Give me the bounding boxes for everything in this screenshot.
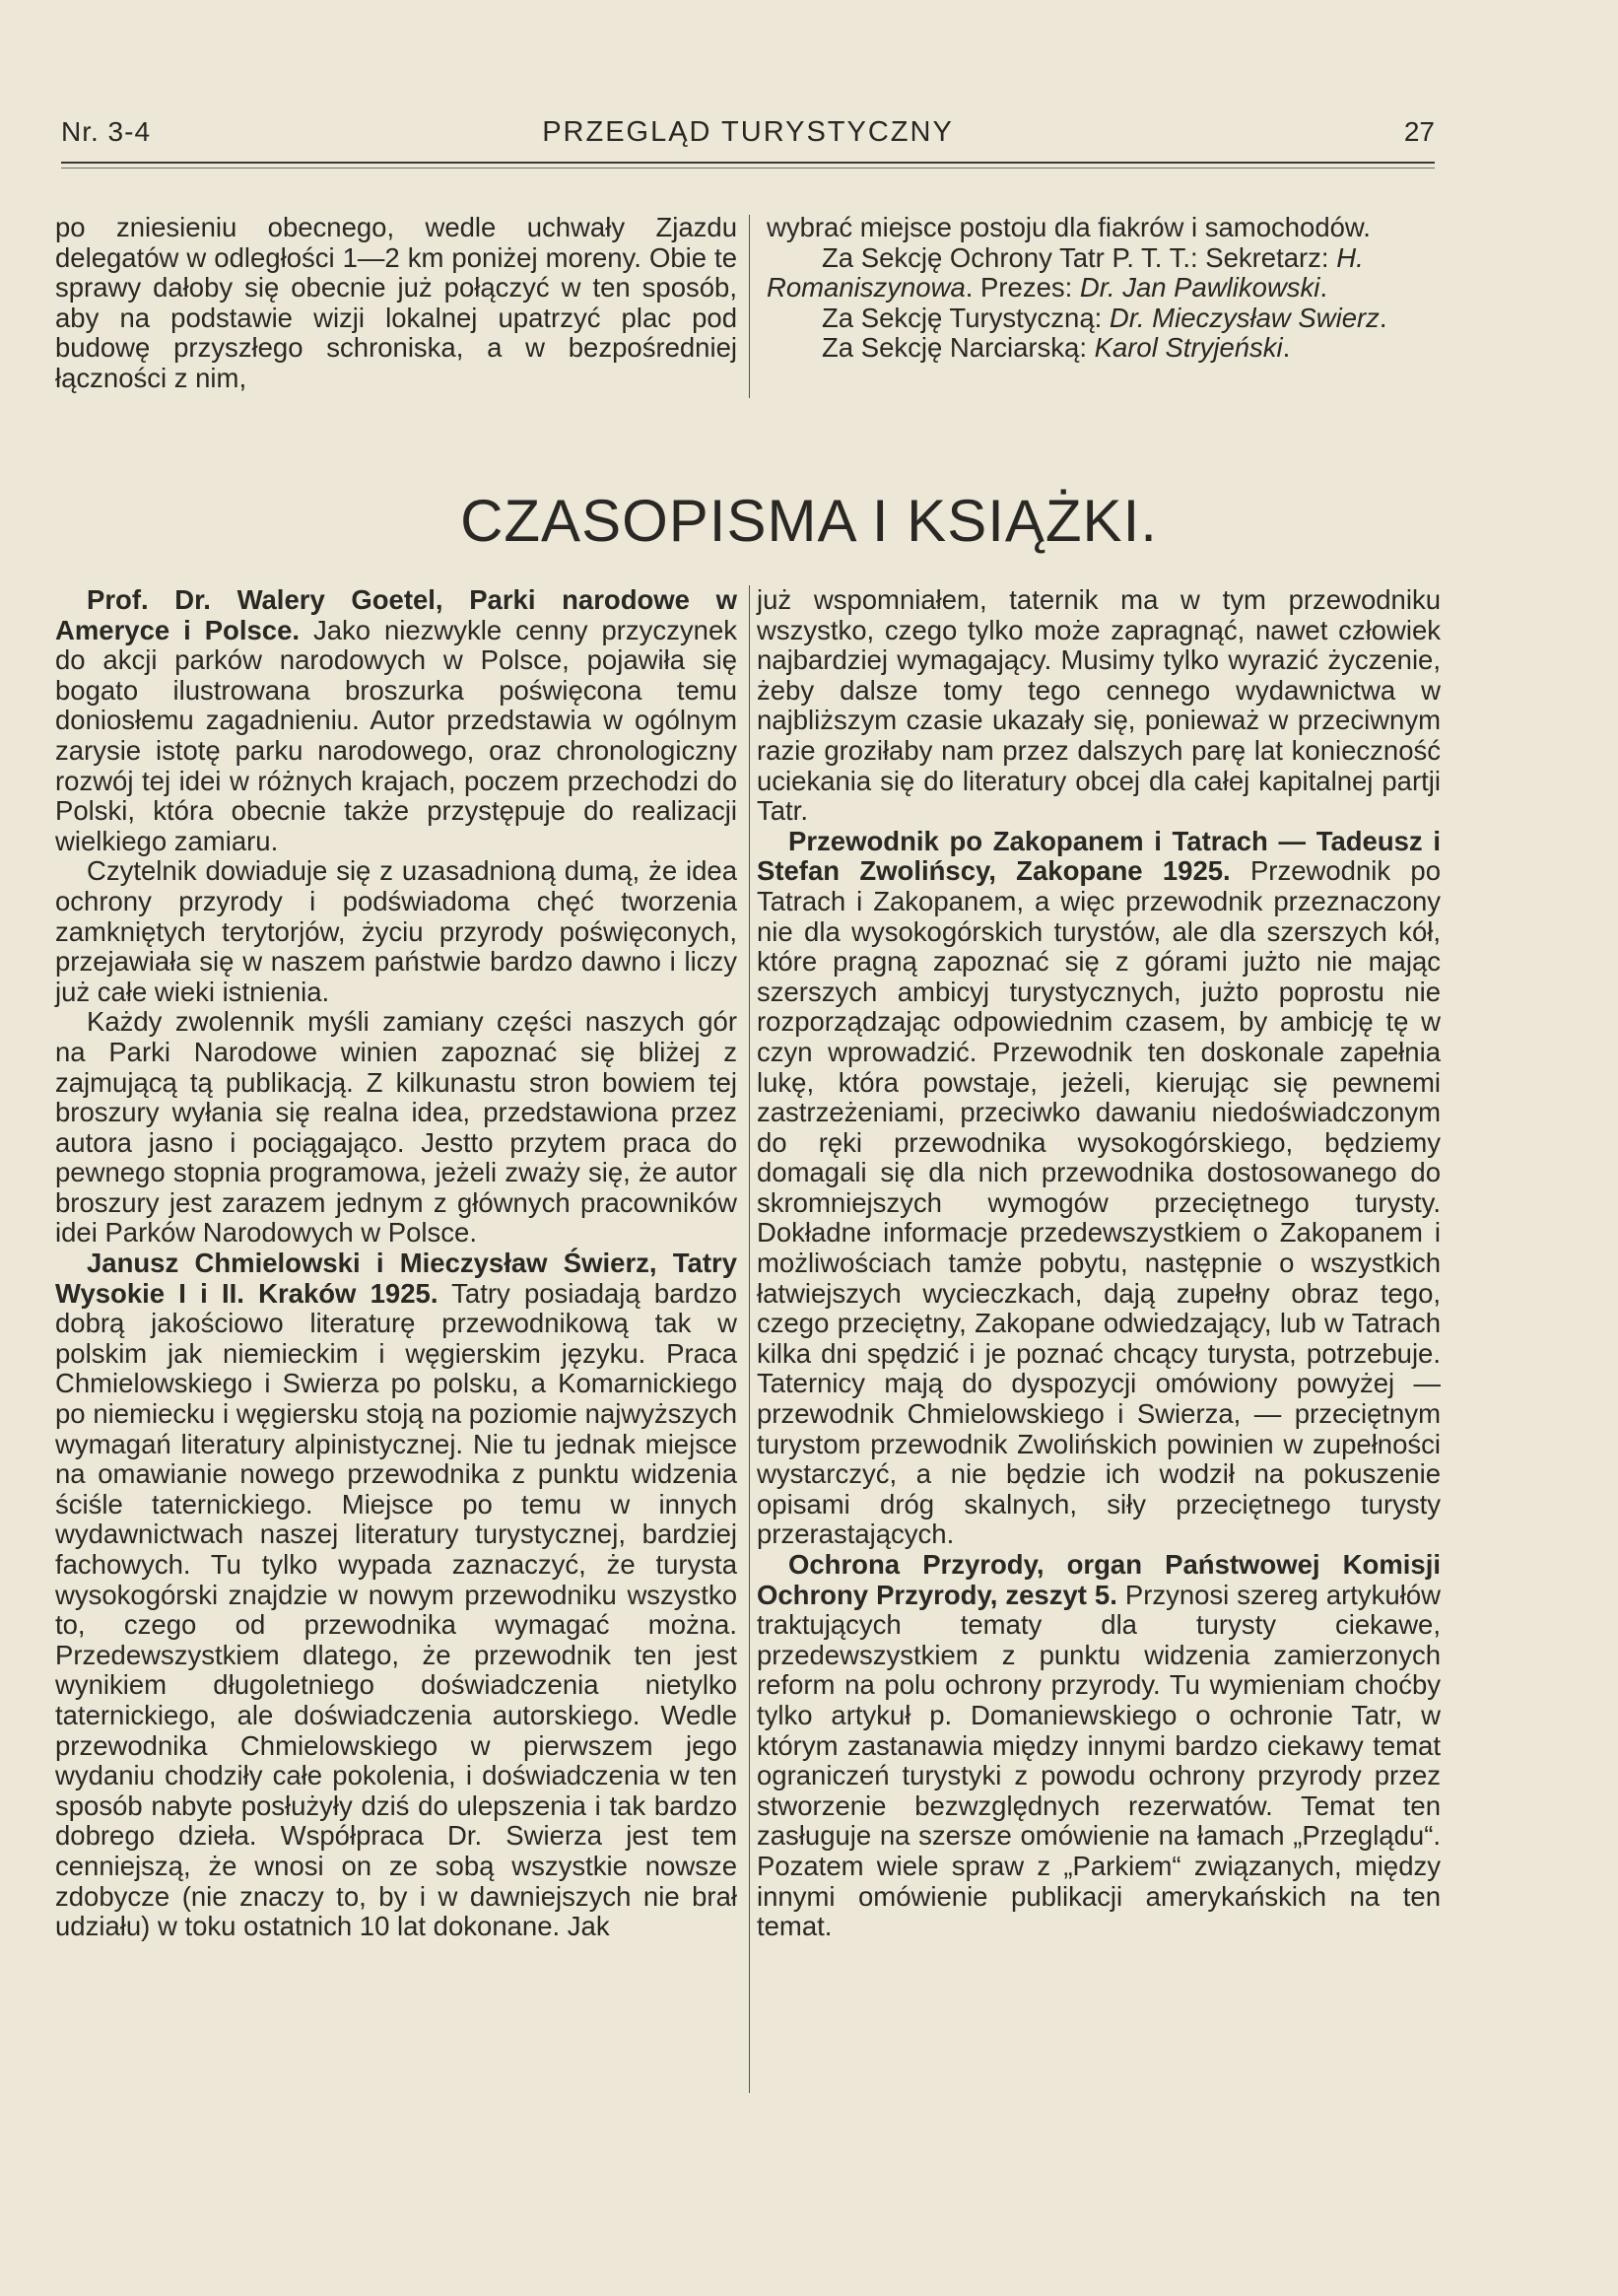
review-paragraph: Ochrona Przyrody, organ Państwowej Komisji Ochrony Przyrody, zeszyt 5. Przynosi szereg artykułów traktujących tematy dla turysty ciekawe, przedewszystkiem z punktu widzenia zamierzonych reform na polu ochrony przyrody. Tu wymieniam choćby tylko artykuł p. Domaniewskiego o ochronie Tatr, w którym zastanawia między innymi bardzo ciekawy temat ograniczeń turystyki z powodu ochrony przyrody przez stworzenie bezwzględnych rezerwatów. Temat ten zasługuje na szersze omówienie na łamach „Przeglądu“. Pozatem wiele spraw z „Parkiem“ związanych, między innymi omówienie publikacji amerykańskich na ten temat. — [757, 1549, 1441, 1942]
review-heading: Przewodnik po Zakopanem i Tatrach — Tadeusz i Stefan Zwolińscy, Zakopane 1925. — [757, 825, 1441, 887]
review-paragraph: Janusz Chmielowski i Mieczysław Świerz, Tatry Wysokie I i II. Kraków 1925. Tatry posiadają bardzo dobrą jakościowo literaturę przewodnikową tak w polskim jak niemieckim i węgierskim języku. Praca Chmielowskiego i Swierza po polsku, a Komarnickiego po niemiecku i węgiersku stoją na poziomie najwyższych wymagań literatury alpinistycznej. Nie tu jednak miejsce na omawianie nowego przewodnika z punktu widzenia ściśle taternickiego. Miejsce po temu w innych wydawnictwach naszej literatury turystycznej, bardziej fachowych. Tu tylko wypada zaznaczyć, że turysta wysokogórski znajdzie w nowym przewodniku wszystko to, czego od przewodnika wymagać można. Przedewszystkiem dlatego, że przewodnik ten jest wynikiem długoletniego doświadczenia nietylko taternickiego, ale doświadczenia autorskiego. Wedle przewodnika Chmielowskiego w pierwszem jego wydaniu chodziły całe pokolenia, i doświadczenia w ten sposób nabyte posłużyły dziś do ulepszenia i tak bardzo dobrego dzieła. Współpraca Dr. Swierza jest tem cenniejszą, że wnosi on ze sobą wszystkie nowsze zdobycze (nie znaczy to, by i w dawniejszych nie brał udziału) w toku ostatnich 10 lat dokonane. Jak — [55, 1248, 737, 1942]
page-number: 27 — [1403, 116, 1435, 147]
column-divider — [749, 585, 750, 2093]
review-paragraph: już wspomniałem, taternik ma w tym przewodniku wszystko, czego tylko może zapragnąć, nawet człowiek najbardziej wymagający. Musimy tylko wyrazić życzenie, żeby dalsze tomy tego cennego wydawnictwa w najbliższym czasie ukazały się, ponieważ w przeciwnym razie groziłaby nam przez dalszych parę lat konieczność uciekania się do literatury obcej dla całej kapitalnej partji Tatr. — [757, 584, 1441, 827]
header-rule — [61, 162, 1435, 164]
section-title: CZASOPISMA I KSIĄŻKI. — [460, 488, 1158, 554]
continued-text: po zniesieniu obecnego, wedle uchwały Zjazdu delegatów w odległości 1—2 km poniżej moreny. Obie te sprawy dałoby się obecnie już połączyć w ten sposób, aby na podstawie wizji lokalnej upatrzyć plac pod budowę przyszłego schroniska, a w bezpośredniej łączności z nim, — [55, 212, 737, 393]
review-paragraph: Przewodnik po Zakopanem i Tatrach — Tadeusz i Stefan Zwolińscy, Zakopane 1925. Przewodnik po Tatrach i Zakopanem, a więc przewodnik przeznaczony nie dla wysokogórskich turystów, ale dla szerszych kół, które pragną zapoznać się z górami jużto nie mając szerszych ambicyj turystycznych, jużto poprostu nie rozporządzając odpowiednim czasem, by ambicję tę w czyn wprowadzić. Przewodnik ten doskonale zapełnia lukę, która powstaje, jeżeli, kierując się pewnemi zastrzeżeniami, przeciwko dawaniu niedoświadczonym do ręki przewodnika wysokogórskiego, będziemy domagali się dla nich przewodnika dostosowanego do skromniejszych wymogów przeciętnego turysty. Dokładne informacje przedewszystkiem o Zakopanem i możliwościach tamże pobytu, następnie o wszystkich łatwiejszych wycieczkach, dają zupełny obraz tego, czego przeciętny, Zakopane odwiedzający, lub w Tatrach kilka dni spędzić i je poznać chcący turysta, potrzebuje. Taternicy mają do dyspozycji omówiony powyżej — przewodnik Chmielowskiego i Swierza, — przeciętnym turystom przewodnik Zwolińskich powinien w zupełności wystarczyć, a nie będzie ich wodził na pokuszenie opisami dróg skalnych, siły przeciętnego turysty przerastających. — [757, 825, 1441, 1550]
review-heading: Ochrona Przyrody, organ Państwowej Komisji Ochrony Przyrody, zeszyt 5. — [757, 1549, 1441, 1610]
review-paragraph: Czytelnik dowiaduje się z uzasadnioną dumą, że idea ochrony przyrody i podświadoma chęć tworzenia zamkniętych terytorjów, życiu przyrody poświęconych, przejawiała się w naszem państwie bardzo dawno i liczy już całe wieki istnienia. — [55, 855, 737, 1007]
review-heading: Prof. Dr. Walery Goetel, Parki narodowe w Ameryce i Polsce. — [55, 584, 737, 645]
review-paragraph: Każdy zwolennik myśli zamiany części naszych gór na Parki Narodowe winien zapoznać się bliżej z zajmującą tą publikacją. Z kilkunastu stron bowiem tej broszury wyłania się realna idea, przedstawiona przez autora jasno i pociągająco. Jestto przytem praca do pewnego stopnia programowa, jeżeli zważy się, że autor broszury jest zarazem jednym z głównych pracowników idei Parków Narodowych w Polsce. — [55, 1006, 737, 1249]
top-left-column — [55, 213, 737, 394]
review-paragraph: Prof. Dr. Walery Goetel, Parki narodowe w Ameryce i Polsce. Jako niezwykle cenny przyczynek do akcji parków narodowych w Polsce, pojawiła się bogato ilustrowana broszurka poświęcona temu doniosłemu zagadnieniu. Autor przedstawia w ogólnym zarysie istotę parku narodowego, oraz chronologiczny rozwój tej idei w różnych krajach, poczem przechodzi do Polski, która obecnie także przystępuje do realizacji wielkiego zamiaru. — [55, 584, 737, 856]
main-left-column — [55, 585, 737, 1942]
running-title: PRZEGLĄD TURYSTYCZNY — [542, 116, 954, 148]
page-header — [61, 116, 1435, 156]
signature-line: Za Sekcję Ochrony Tatr P. T. T.: Sekretarz: H. Romaniszynowa. Prezes: Dr. Jan Pawlikowski. — [767, 241, 1364, 304]
signature-line: Za Sekcję Turystyczną: Dr. Mieczysław Swierz. — [822, 302, 1387, 333]
review-heading: Janusz Chmielowski i Mieczysław Świerz, Tatry Wysokie I i II. Kraków 1925. — [55, 1248, 737, 1309]
issue-number: Nr. 3-4 — [61, 116, 152, 147]
main-right-column — [757, 585, 1441, 1942]
top-right-column — [767, 213, 1443, 364]
header-rule-thin — [61, 168, 1435, 169]
continued-text-end: wybrać miejsce postoju dla fiakrów i samochodów. — [767, 212, 1371, 242]
column-divider — [749, 215, 750, 398]
signature-line: Za Sekcję Narciarską: Karol Stryjeński. — [822, 332, 1291, 364]
